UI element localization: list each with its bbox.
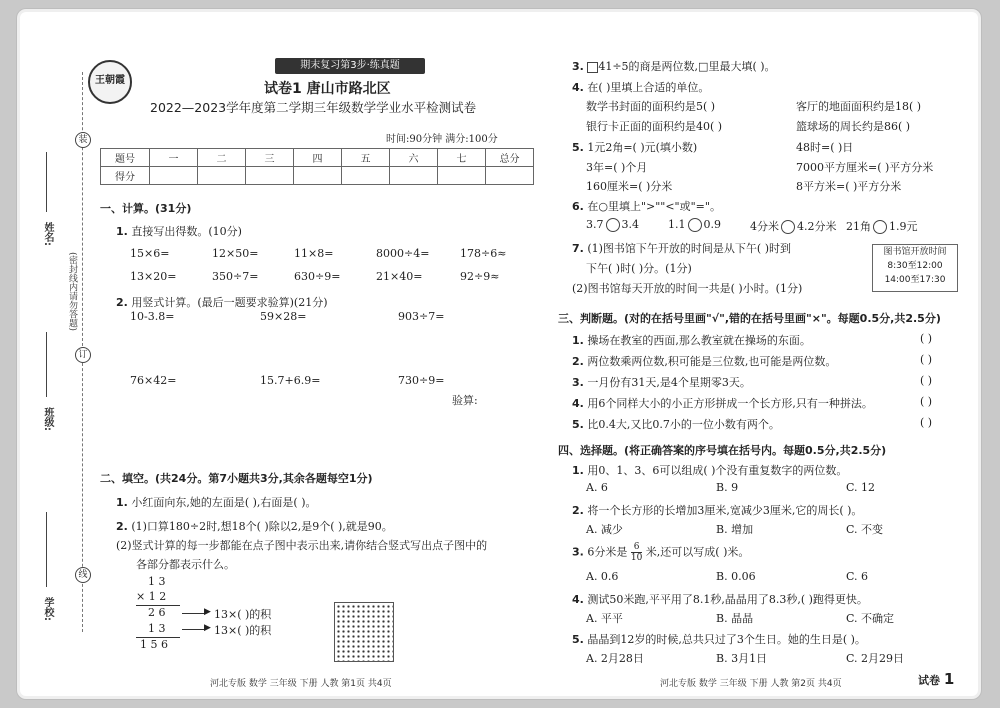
choice-text: 将一个长方形的长增加3厘米,宽减少3厘米,它的周长( )。 (587, 504, 863, 517)
footer-left: 河北专版 数学 三年级 下册 人教 第1页 共4页 (210, 679, 392, 689)
compare-item (846, 218, 918, 234)
s2-q7-text: (1)图书馆下午开放的时间是从下午( )时到 (587, 242, 792, 255)
unit-item: 篮球场的周长约是86( ) (796, 120, 911, 133)
s2-q7-num: 7. (572, 242, 584, 255)
vert-line-5: 1 5 6 (140, 638, 168, 651)
convert-item: 3年=( )个月 (586, 161, 648, 174)
choice-q5 (572, 631, 866, 647)
vertical-calc-item: 76×42= (130, 374, 177, 387)
section1-title: 一、计算。(31分) (100, 202, 192, 215)
choice-text: 用0、1、3、6可以组成( )个没有重复数字的两位数。 (587, 464, 848, 477)
choice-option[interactable]: A. 2月28日 (586, 652, 644, 665)
convert-item: 8平方米=( )平方分米 (796, 180, 902, 193)
score-cell: 总分 (486, 149, 534, 167)
seal-mark-xian: 线 (75, 567, 91, 583)
choice-option[interactable]: A. 平平 (586, 612, 623, 625)
exam-badge-number: 1 (943, 670, 955, 688)
calc-item: 178÷6≈ (460, 247, 507, 260)
calc-item: 630÷9= (294, 270, 341, 283)
judge-text: 用6个同样大小的小正方形拼成一个长方形,只有一种拼法。 (587, 397, 873, 410)
arrow-line-2 (182, 629, 206, 630)
footer-right: 河北专版 数学 三年级 下册 人教 第2页 共4页 (660, 679, 842, 689)
judge-num: 5. (572, 418, 584, 431)
s2-q7-line3: (2)图书馆每天开放的时间一共是( )小时。(1分) (572, 282, 803, 295)
s2-q4 (572, 79, 709, 95)
choice-text: 6分米是 (587, 545, 628, 559)
judge-answer-paren[interactable]: ( ) (920, 353, 933, 366)
vertical-calc-item: 10-3.8= (130, 310, 175, 323)
judge-num: 3. (572, 376, 584, 389)
s1-q1-text: 直接写出得数。(10分) (131, 225, 242, 238)
judge-item (572, 353, 836, 369)
choice-option[interactable]: B. 增加 (716, 523, 754, 536)
choice-num: 4. (572, 593, 584, 606)
s1-q1-num: 1. (116, 225, 128, 238)
exam-title: 试卷1 唐山市路北区 (264, 81, 391, 97)
calc-item: 21×40= (376, 270, 423, 283)
score-cell: 五 (342, 149, 390, 167)
score-input-cell[interactable] (438, 167, 486, 185)
compare-circle-blank[interactable] (606, 218, 620, 232)
judge-item (572, 332, 811, 348)
check-label: 验算: (452, 394, 478, 407)
score-cell: 四 (294, 149, 342, 167)
s2-q3-text: 41÷5的商是两位数,□里最大填( )。 (598, 60, 776, 73)
header-banner: 期末复习第3步·练真题 (275, 58, 425, 74)
s2-q1 (116, 494, 317, 510)
score-table-score-row (101, 167, 534, 185)
choice-q2 (572, 502, 862, 518)
blank-square-icon (587, 62, 598, 73)
vertical-calc-item: 15.7+6.9= (260, 374, 321, 387)
class-field-line[interactable] (46, 332, 47, 397)
compare-circle-blank[interactable] (688, 218, 702, 232)
compare-right: 3.4 (621, 218, 639, 231)
vert-line-4: 1 3 (148, 622, 166, 635)
s2-q1-num: 1. (116, 496, 128, 509)
judge-text: 比0.4大,又比0.7小的一位小数有两个。 (587, 418, 780, 431)
calc-item: 92÷9≈ (460, 270, 500, 283)
choice-option[interactable]: A. 6 (586, 481, 608, 494)
choice-q3 (572, 542, 749, 563)
s2-q2b-line2: 各部分都表示什么。 (136, 558, 235, 571)
convert-item: 160厘米=( )分米 (586, 180, 673, 193)
calc-item: 13×20= (130, 270, 177, 283)
choice-option[interactable]: C. 2月29日 (846, 652, 905, 665)
score-cell: 三 (246, 149, 294, 167)
s2-q1-text: 小红面向东,她的左面是( ),右面是( )。 (131, 496, 317, 509)
exam-subtitle: 2022—2023学年度第二学期三年级数学学业水平检测试卷 (150, 100, 477, 115)
class-label: 班级: (42, 407, 53, 431)
compare-circle-blank[interactable] (781, 220, 795, 234)
section3-title: 三、判断题。(对的在括号里画"√",错的在括号里画"×"。每题0.5分,共2.5分) (558, 312, 941, 325)
s2-q3 (572, 58, 776, 74)
judge-answer-paren[interactable]: ( ) (920, 374, 933, 387)
product-label-2: 13×( )的积 (214, 624, 272, 637)
s2-q2-text: (1)口算180÷2时,想18个( )除以2,是9个( ),就是90。 (131, 520, 393, 533)
choice-option[interactable]: A. 0.6 (586, 570, 619, 583)
score-input-cell[interactable] (294, 167, 342, 185)
vertical-calc-item: 59×28= (260, 310, 307, 323)
judge-text: 一月份有31天,是4个星期零3天。 (587, 376, 751, 389)
s1-q2-text: 用竖式计算。(最后一题要求验算)(21分) (131, 296, 328, 309)
calc-item: 11×8= (294, 247, 334, 260)
score-input-cell[interactable] (246, 167, 294, 185)
score-input-cell[interactable] (198, 167, 246, 185)
score-cell: 一 (150, 149, 198, 167)
vertical-calc-item: 903÷7= (398, 310, 445, 323)
unit-item: 数学书封面的面积约是5( ) (586, 100, 716, 113)
exam-badge (918, 670, 954, 688)
choice-text: 米,还可以写成( )米。 (645, 545, 750, 559)
convert-item: 48时=( )日 (796, 141, 854, 154)
compare-right: 1.9元 (889, 220, 918, 233)
exam-sheet (20, 12, 978, 696)
judge-answer-paren[interactable]: ( ) (920, 395, 933, 408)
choice-num: 3. (572, 545, 584, 559)
choice-option[interactable]: B. 晶晶 (716, 612, 754, 625)
time-info: 时间:90分钟 满分:100分 (386, 134, 498, 145)
compare-item (750, 218, 837, 234)
choice-text: 测试50米跑,平平用了8.1秒,晶晶用了8.3秒,( )跑得更快。 (587, 593, 868, 606)
s1-q1 (116, 223, 242, 239)
section4-title: 四、选择题。(将正确答案的序号填在括号内。每题0.5分,共2.5分) (558, 444, 887, 457)
library-box-afternoon: 14:00至17:30 (884, 275, 946, 285)
judge-item (572, 416, 780, 432)
judge-text: 两位数乘两位数,积可能是三位数,也可能是两位数。 (587, 355, 837, 368)
compare-item (586, 218, 639, 232)
seal-mark-ding: 订 (75, 347, 91, 363)
choice-num: 5. (572, 633, 584, 646)
arrow-head-icon: ▶ (204, 607, 211, 617)
section2-title: 二、填空。(共24分。第7小题共3分,其余各题每空1分) (100, 472, 373, 485)
compare-left: 1.1 (668, 218, 686, 231)
choice-option[interactable]: C. 12 (846, 481, 876, 494)
seal-mark-zhuang: 装 (75, 132, 91, 148)
score-input-cell[interactable] (390, 167, 438, 185)
vert-line-1: 1 3 (148, 575, 166, 588)
choice-option[interactable]: B. 9 (716, 481, 739, 494)
s2-q4-text: 在( )里填上合适的单位。 (587, 81, 710, 94)
choice-text: 晶晶到12岁的时候,总共只过了3个生日。她的生日是( )。 (587, 633, 866, 646)
choice-option[interactable]: B. 0.06 (716, 570, 756, 583)
s2-q5 (572, 139, 697, 155)
choice-q4 (572, 591, 868, 607)
dot-array-diagram (334, 602, 394, 662)
score-cell: 二 (198, 149, 246, 167)
s2-q3-num: 3. (572, 60, 584, 73)
score-table (100, 148, 534, 185)
fraction-numerator: 6 (631, 542, 642, 553)
judge-text: 操场在教室的西面,那么教室就在操场的东面。 (587, 334, 811, 347)
s2-q5-text: 1元2角=( )元(填小数) (587, 141, 698, 154)
compare-right: 0.9 (703, 218, 721, 231)
s2-q2 (116, 518, 393, 534)
choice-num: 1. (572, 464, 584, 477)
library-box-title: 图书馆开放时间 (883, 247, 947, 257)
school-label: 学校: (42, 597, 53, 621)
unit-item: 客厅的地面面积约是18( ) (796, 100, 922, 113)
choice-q1 (572, 462, 847, 478)
judge-item (572, 374, 751, 390)
judge-answer-paren[interactable]: ( ) (920, 416, 933, 429)
calc-item: 8000÷4= (376, 247, 430, 260)
convert-item: 7000平方厘米=( )平方分米 (796, 161, 934, 174)
judge-answer-paren[interactable]: ( ) (920, 332, 933, 345)
s2-q7-line2: 下午( )时( )分。(1分) (586, 262, 692, 275)
score-cell: 六 (390, 149, 438, 167)
name-field-line[interactable] (46, 152, 47, 212)
choice-option[interactable]: C. 不确定 (846, 612, 895, 625)
compare-item (668, 218, 721, 232)
school-field-line[interactable] (46, 512, 47, 587)
choice-option[interactable]: A. 减少 (586, 523, 623, 536)
judge-num: 2. (572, 355, 584, 368)
score-cell: 题号 (101, 149, 150, 167)
library-hours-box (872, 244, 958, 292)
compare-right: 4.2分米 (797, 220, 837, 233)
score-input-cell[interactable] (150, 167, 198, 185)
compare-circle-blank[interactable] (873, 220, 887, 234)
s1-q2-num: 2. (116, 296, 128, 309)
publisher-logo: 王朝霞 (88, 60, 132, 104)
fraction (631, 542, 642, 563)
vert-line-2: × 1 2 (136, 590, 167, 603)
score-cell: 七 (438, 149, 486, 167)
judge-item (572, 395, 873, 411)
choice-option[interactable]: C. 不变 (846, 523, 884, 536)
score-row-label: 得分 (101, 167, 150, 185)
s1-q2 (116, 294, 328, 310)
arrow-head-icon: ▶ (204, 623, 211, 633)
judge-num: 1. (572, 334, 584, 347)
exam-badge-text: 试卷 (918, 674, 940, 687)
s2-q7 (572, 240, 791, 256)
fraction-denominator: 10 (630, 553, 643, 563)
s2-q4-num: 4. (572, 81, 584, 94)
calc-item: 350÷7= (212, 270, 259, 283)
s2-q5-num: 5. (572, 141, 584, 154)
library-box-morning: 8:30至12:00 (887, 261, 943, 271)
seal-note: (密封线内请勿答题) (67, 252, 77, 332)
vert-line-3: 2 6 (148, 606, 166, 619)
s2-q2-num: 2. (116, 520, 128, 533)
s2-q6-num: 6. (572, 200, 584, 213)
calc-item: 12×50= (212, 247, 259, 260)
compare-left: 21角 (846, 220, 871, 233)
score-table-header-row (101, 149, 534, 167)
unit-item: 银行卡正面的面积约是40( ) (586, 120, 723, 133)
s2-q6 (572, 198, 721, 214)
choice-num: 2. (572, 504, 584, 517)
product-label-1: 13×( )的积 (214, 608, 272, 621)
score-input-cell[interactable] (342, 167, 390, 185)
choice-option[interactable]: C. 6 (846, 570, 869, 583)
judge-num: 4. (572, 397, 584, 410)
score-input-cell[interactable] (486, 167, 534, 185)
calc-item: 15×6= (130, 247, 170, 260)
s2-q6-text: 在○里填上">""<"或"="。 (587, 200, 721, 213)
name-label: 姓名: (42, 222, 53, 246)
compare-left: 3.7 (586, 218, 604, 231)
vertical-calc-item: 730÷9= (398, 374, 445, 387)
compare-left: 4分米 (750, 220, 779, 233)
choice-option[interactable]: B. 3月1日 (716, 652, 768, 665)
arrow-line-1 (182, 613, 206, 614)
s2-q2b-line1: (2)竖式计算的每一步都能在点子图中表示出来,请你结合竖式写出点子图中的 (116, 539, 488, 552)
